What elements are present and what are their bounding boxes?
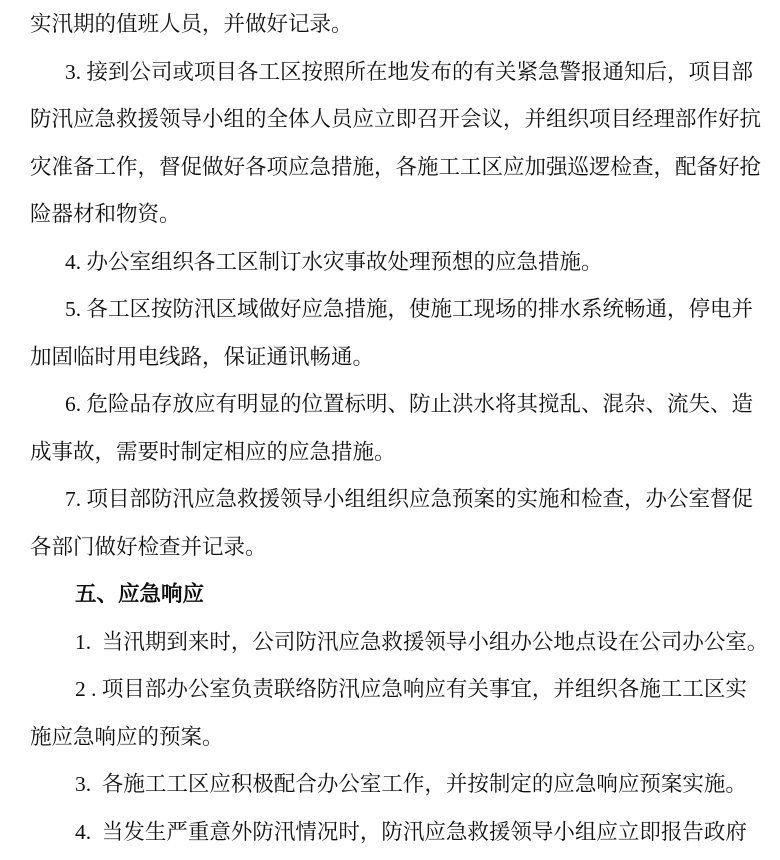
text-line: 5. 各工区按防汛区域做好应急措施，使施工现场的排水系统畅通，停电并 <box>65 297 754 321</box>
text-line: 3. 接到公司或项目各工区按照所在地发布的有关紧急警报通知后，项目部 <box>65 59 754 84</box>
text-line: 防汛应急救援领导小组的全体人员应立即召开会议，并组织项目经理部作好抗 <box>30 107 762 131</box>
text-line: 险器材和物资。 <box>30 202 181 226</box>
text-line: 3. 各施工工区应积极配合办公室工作，并按制定的应急响应预案实施。 <box>75 772 747 796</box>
text-line: 灾准备工作，督促做好各项应急措施，各施工工区应加强巡逻检查，配备好抢 <box>30 154 762 179</box>
text-line: 2 . 项目部办公室负责联络防汛应急响应有关事宜，并组织各施工工区实 <box>75 677 747 701</box>
text-line: 1. 当汛期到来时，公司防汛应急救援领导小组办公地点设在公司办公室。 <box>75 629 769 654</box>
text-line: 成事故，需要时制定相应的应急措施。 <box>30 439 396 464</box>
text-line: 7. 项目部防汛应急救援领导小组组织应急预案的实施和检查，办公室督促 <box>65 487 754 511</box>
text-line: 4. 当发生严重意外防汛情况时，防汛应急救援领导小组应立即报告政府 <box>75 819 747 844</box>
text-line: 施应急响应的预案。 <box>30 724 224 749</box>
text-line: 4. 办公室组织各工区制订水灾事故处理预想的应急措施。 <box>65 249 603 274</box>
text-line: 加固临时用电线路，保证通讯畅通。 <box>30 344 375 369</box>
text-line: 6. 危险品存放应有明显的位置标明、防止洪水将其搅乱、混杂、流失、造 <box>65 392 754 416</box>
section-heading: 五、应急响应 <box>75 582 205 606</box>
text-line: 各部门做好检查并记录。 <box>30 534 267 559</box>
text-line: 实汛期的值班人员，并做好记录。 <box>30 12 353 36</box>
